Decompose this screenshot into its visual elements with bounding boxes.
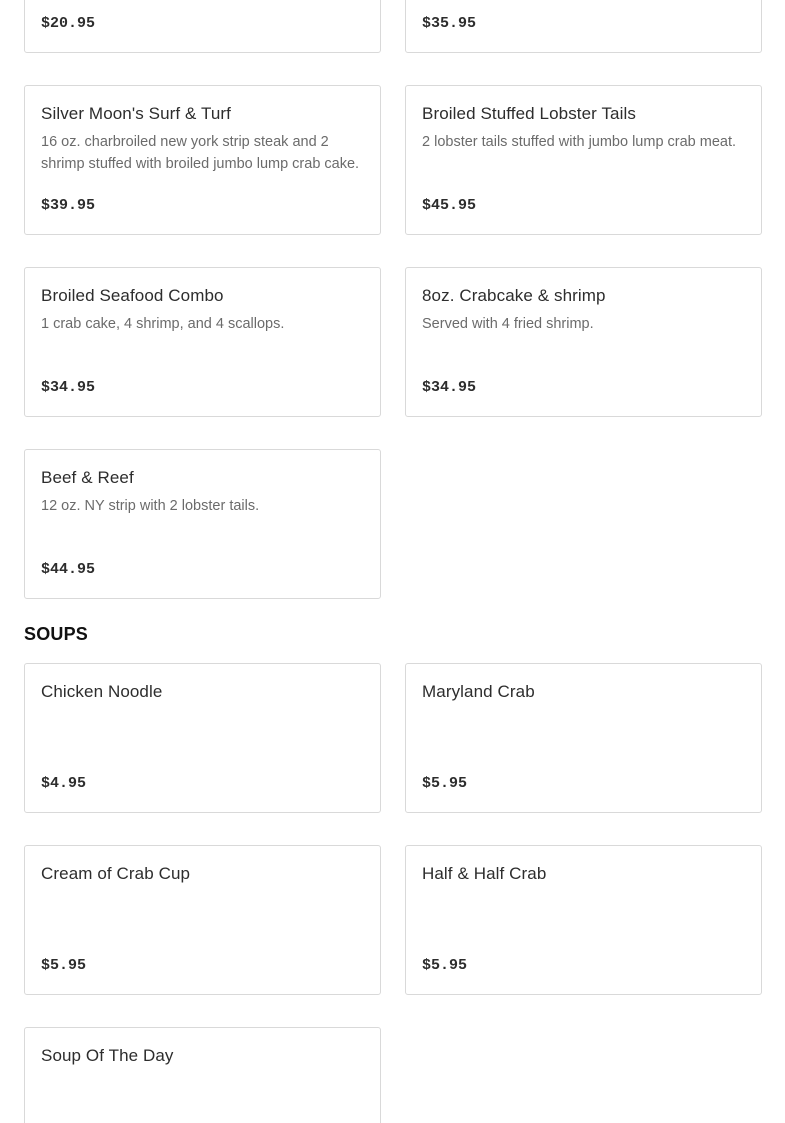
menu-item-description: 16 oz. charbroiled new york strip steak and 2 shrimp stuffed with broiled jumbo lump crab cake. — [41, 134, 360, 172]
menu-item-price: $45.95 — [422, 197, 477, 214]
menu-item-name: Silver Moon's Surf & Turf — [41, 104, 231, 123]
menu-item-description: 1 crab cake, 4 shrimp, and 4 scallops. — [41, 316, 285, 332]
menu-item-card[interactable] — [24, 663, 381, 813]
menu-item-name: Beef & Reef — [41, 468, 134, 487]
menu-item-card[interactable] — [24, 449, 381, 599]
menu-item-description: 2 lobster tails stuffed with jumbo lump crab meat. — [422, 134, 737, 150]
menu-item-name: Soup Of The Day — [41, 1046, 174, 1065]
menu-item-name: Broiled Stuffed Lobster Tails — [422, 104, 636, 123]
menu-item-card[interactable] — [24, 845, 381, 995]
menu-item-card[interactable] — [24, 1027, 381, 1123]
menu-item-name: 8oz. Crabcake & shrimp — [422, 286, 606, 305]
menu-item-card[interactable] — [24, 0, 381, 53]
menu-item-price: $20.95 — [41, 15, 96, 32]
menu-item-price: $34.95 — [422, 379, 477, 396]
menu-item-price: $44.95 — [41, 561, 96, 578]
menu-item-card[interactable] — [405, 85, 762, 235]
menu-item-card[interactable] — [405, 663, 762, 813]
menu-item-name: Cream of Crab Cup — [41, 864, 191, 883]
menu-item-card[interactable] — [405, 0, 762, 53]
menu-item-description: 12 oz. NY strip with 2 lobster tails. — [41, 498, 260, 514]
menu-item-price: $5.95 — [41, 957, 87, 974]
menu-item-card[interactable] — [24, 85, 381, 235]
menu-item-price: $35.95 — [422, 15, 477, 32]
section-title-soups: SOUPS — [24, 624, 89, 644]
menu-item-name: Half & Half Crab — [422, 864, 547, 883]
menu-item-card[interactable] — [405, 845, 762, 995]
menu-item-description: Served with 4 fried shrimp. — [422, 316, 594, 332]
menu-item-price: $39.95 — [41, 197, 96, 214]
menu-item-price: $4.95 — [41, 775, 87, 792]
menu-item-card[interactable] — [405, 267, 762, 417]
menu-item-name: Chicken Noodle — [41, 682, 163, 701]
menu-item-price: $34.95 — [41, 379, 96, 396]
menu-item-price: $5.95 — [422, 775, 468, 792]
menu-item-price: $5.95 — [422, 957, 468, 974]
menu-item-name: Maryland Crab — [422, 682, 535, 701]
menu-item-card[interactable] — [24, 267, 381, 417]
menu-item-name: Broiled Seafood Combo — [41, 286, 224, 305]
